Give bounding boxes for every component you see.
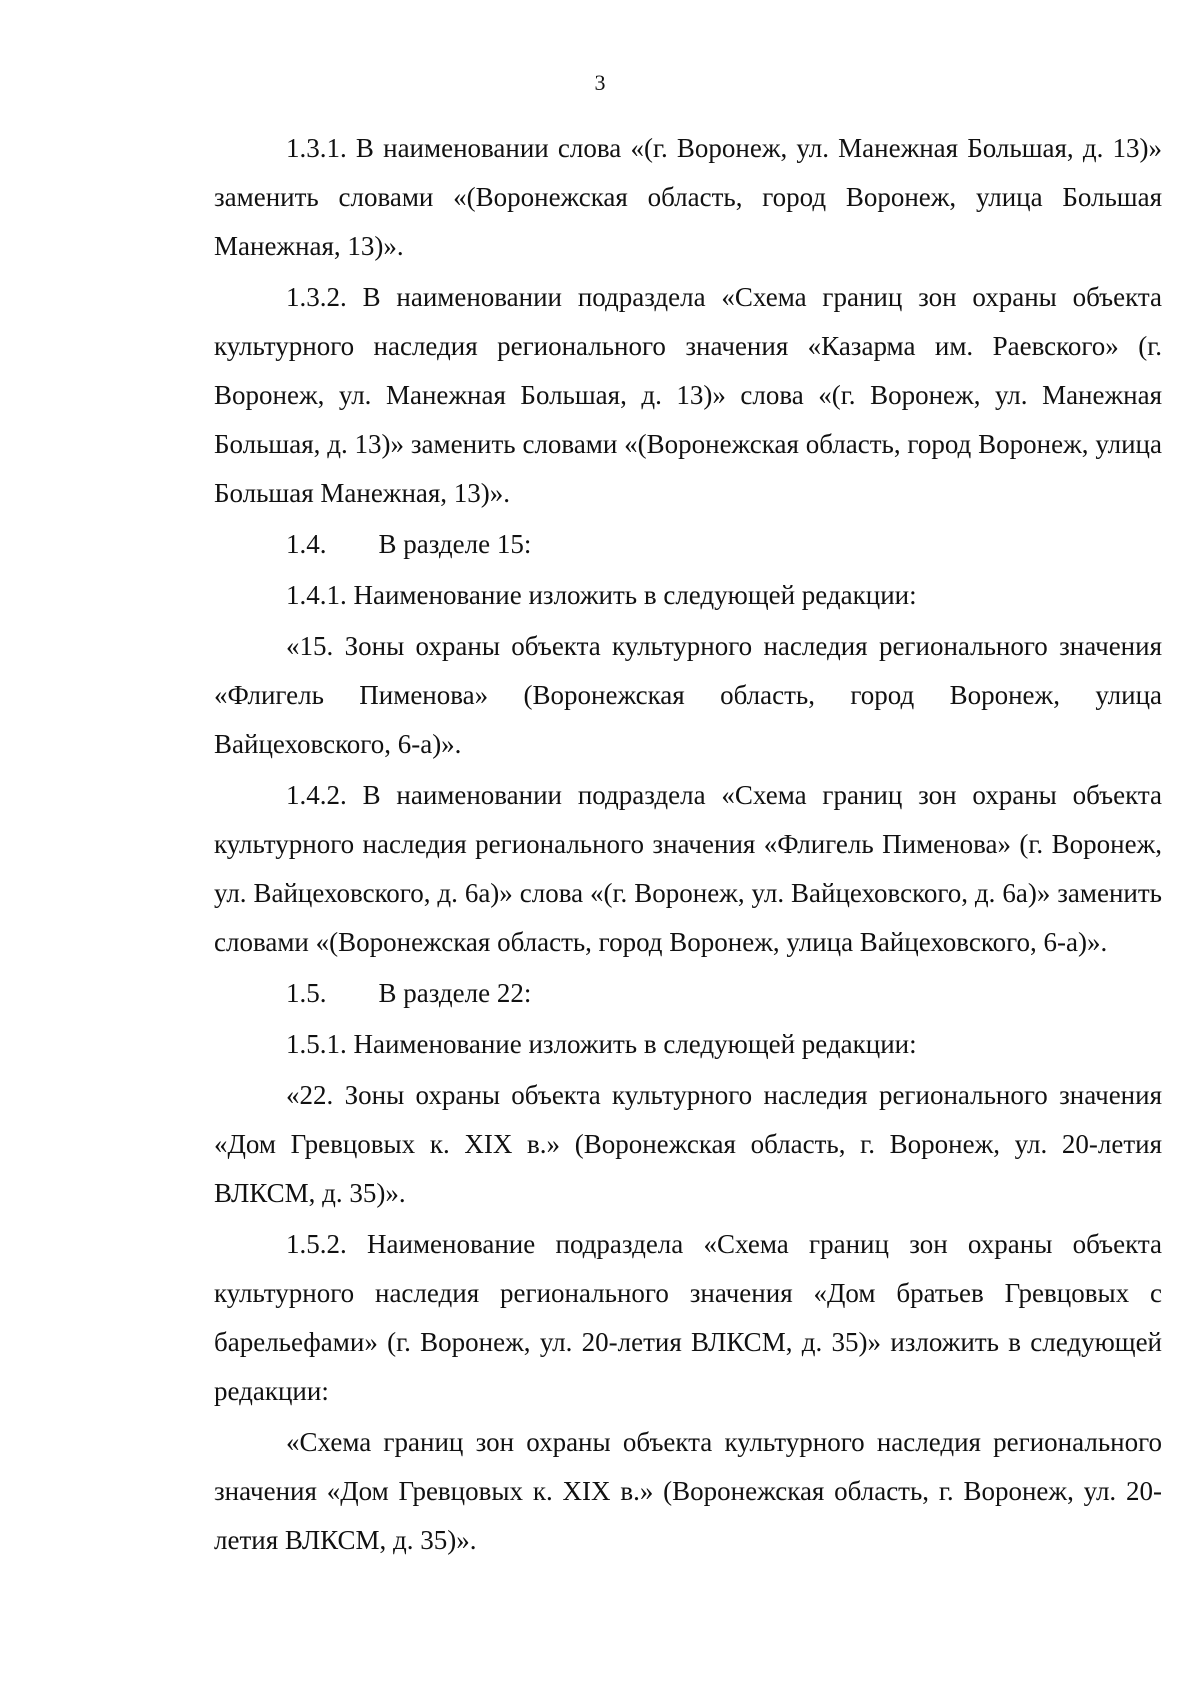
document-body bbox=[214, 124, 1162, 1567]
section-number: 1.4. bbox=[286, 529, 327, 559]
section-heading: В разделе 15: bbox=[378, 529, 532, 559]
paragraph-1-5-2: 1.5.2. Наименование подраздела «Схема границ зон охраны объекта культурного наследия регионального значения «Дом братьев Гревцовых с барельефами» (г. Воронеж, ул. 20-летия ВЛКСМ, д. 35)» изложить в следующей редакции: bbox=[214, 1229, 1162, 1406]
section-heading: В разделе 22: bbox=[378, 978, 532, 1008]
paragraph-1-5-1: 1.5.1. Наименование изложить в следующей редакции: bbox=[286, 1029, 917, 1059]
paragraph-1-3-1: 1.3.1. В наименовании слова «(г. Воронеж, ул. Манежная Большая, д. 13)» заменить словами «(Воронежская область, город Воронеж, улица Большая Манежная, 13)». bbox=[214, 133, 1162, 261]
paragraph-1-4-2: 1.4.2. В наименовании подраздела «Схема границ зон охраны объекта культурного наследия регионального значения «Флигель Пименова» (г. Воронеж, ул. Вайцеховского, д. 6а)» слова «(г. Воронеж, ул. Вайцеховского, д. 6а)» заменить словами «(Воронежская область, город Воронеж, улица Вайцеховского, 6-а)». bbox=[214, 780, 1162, 957]
paragraph-quote-22: «22. Зоны охраны объекта культурного наследия регионального значения «Дом Гревцовых к. XIX в.» (Воронежская область, г. Воронеж, ул. 20-летия ВЛКСМ, д. 35)». bbox=[214, 1080, 1162, 1208]
paragraph-1-5 bbox=[214, 969, 1162, 1018]
paragraph-1-4 bbox=[214, 520, 1162, 569]
page-number: 3 bbox=[594, 70, 606, 95]
paragraph-quote-schema: «Схема границ зон охраны объекта культурного наследия регионального значения «Дом Гревцовых к. XIX в.» (Воронежская область, г. Воронеж, ул. 20-летия ВЛКСМ, д. 35)». bbox=[214, 1427, 1162, 1555]
paragraph-quote-15: «15. Зоны охраны объекта культурного наследия регионального значения «Флигель Пименова» (Воронежская область, город Воронеж, улица Вайцеховского, 6-а)». bbox=[214, 631, 1162, 759]
paragraph-1-4-1: 1.4.1. Наименование изложить в следующей редакции: bbox=[286, 580, 917, 610]
paragraph-1-3-2: 1.3.2. В наименовании подраздела «Схема границ зон охраны объекта культурного наследия регионального значения «Казарма им. Раевского» (г. Воронеж, ул. Манежная Большая, д. 13)» слова «(г. Воронеж, ул. Манежная Большая, д. 13)» заменить словами «(Воронежская область, город Воронеж, улица Большая Манежная, 13)». bbox=[214, 282, 1162, 508]
section-number: 1.5. bbox=[286, 978, 327, 1008]
